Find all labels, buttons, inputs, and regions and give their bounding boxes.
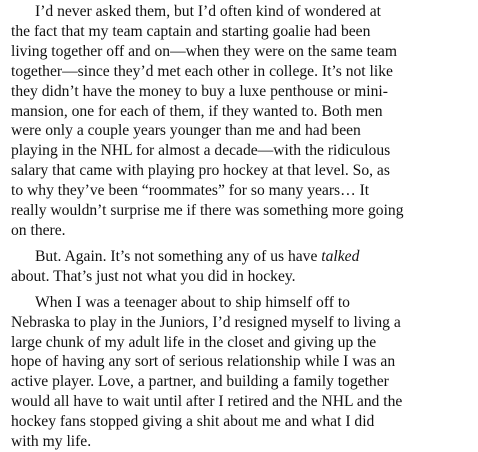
text-line: hope of having any sort of serious relationship while I was an — [11, 353, 396, 371]
text-line: they didn’t have the money to buy a luxe penthouse or mini- — [11, 82, 388, 100]
text-line: together—since they’d met each other in college. It’s not like — [11, 62, 393, 80]
text-line: really wouldn’t surprise me if there was something more going — [11, 202, 404, 220]
text-line: Nebraska to play in the Juniors, I’d resigned myself to living a — [11, 313, 401, 331]
text-line: hockey fans stopped giving a shit about me and what I did — [11, 413, 375, 431]
text-line: the fact that my team captain and starting goalie had been — [11, 22, 371, 40]
text-line: active player. Love, a partner, and building a family together — [11, 373, 389, 391]
text-line: living together off and on—when they were on the same team — [11, 42, 397, 60]
text-line: I’d never asked them, but I’d often kind of wondered at — [35, 3, 381, 20]
paragraph-1 — [11, 2, 472, 241]
text-line: playing in the NHL for almost a decade—with the ridiculous — [11, 142, 391, 160]
text-line: to why they’ve been “roommates” for so many years… It — [11, 182, 370, 200]
text-line: were only a couple years younger than me and had been — [11, 122, 361, 140]
text-line: on there. — [11, 221, 66, 239]
emphasized-word: talked — [321, 247, 360, 265]
paragraph-2 — [11, 247, 472, 287]
paragraph-3 — [11, 293, 472, 452]
text-line: mansion, one for each of them, if they wanted to. Both men — [11, 102, 383, 120]
text-line — [11, 247, 472, 267]
text-run: But. Again. It’s not something any of us have — [35, 247, 322, 265]
text-line: about. That’s just not what you did in hockey. — [11, 267, 296, 285]
text-line: would all have to wait until after I retired and the NHL and the — [11, 393, 403, 411]
text-line: large chunk of my adult life in the closet and giving up the — [11, 333, 377, 351]
text-line: salary that came with playing pro hockey at that level. So, as — [11, 162, 390, 180]
text-line: with my life. — [11, 433, 92, 451]
text-line: When I was a teenager about to ship himself off to — [35, 293, 350, 311]
